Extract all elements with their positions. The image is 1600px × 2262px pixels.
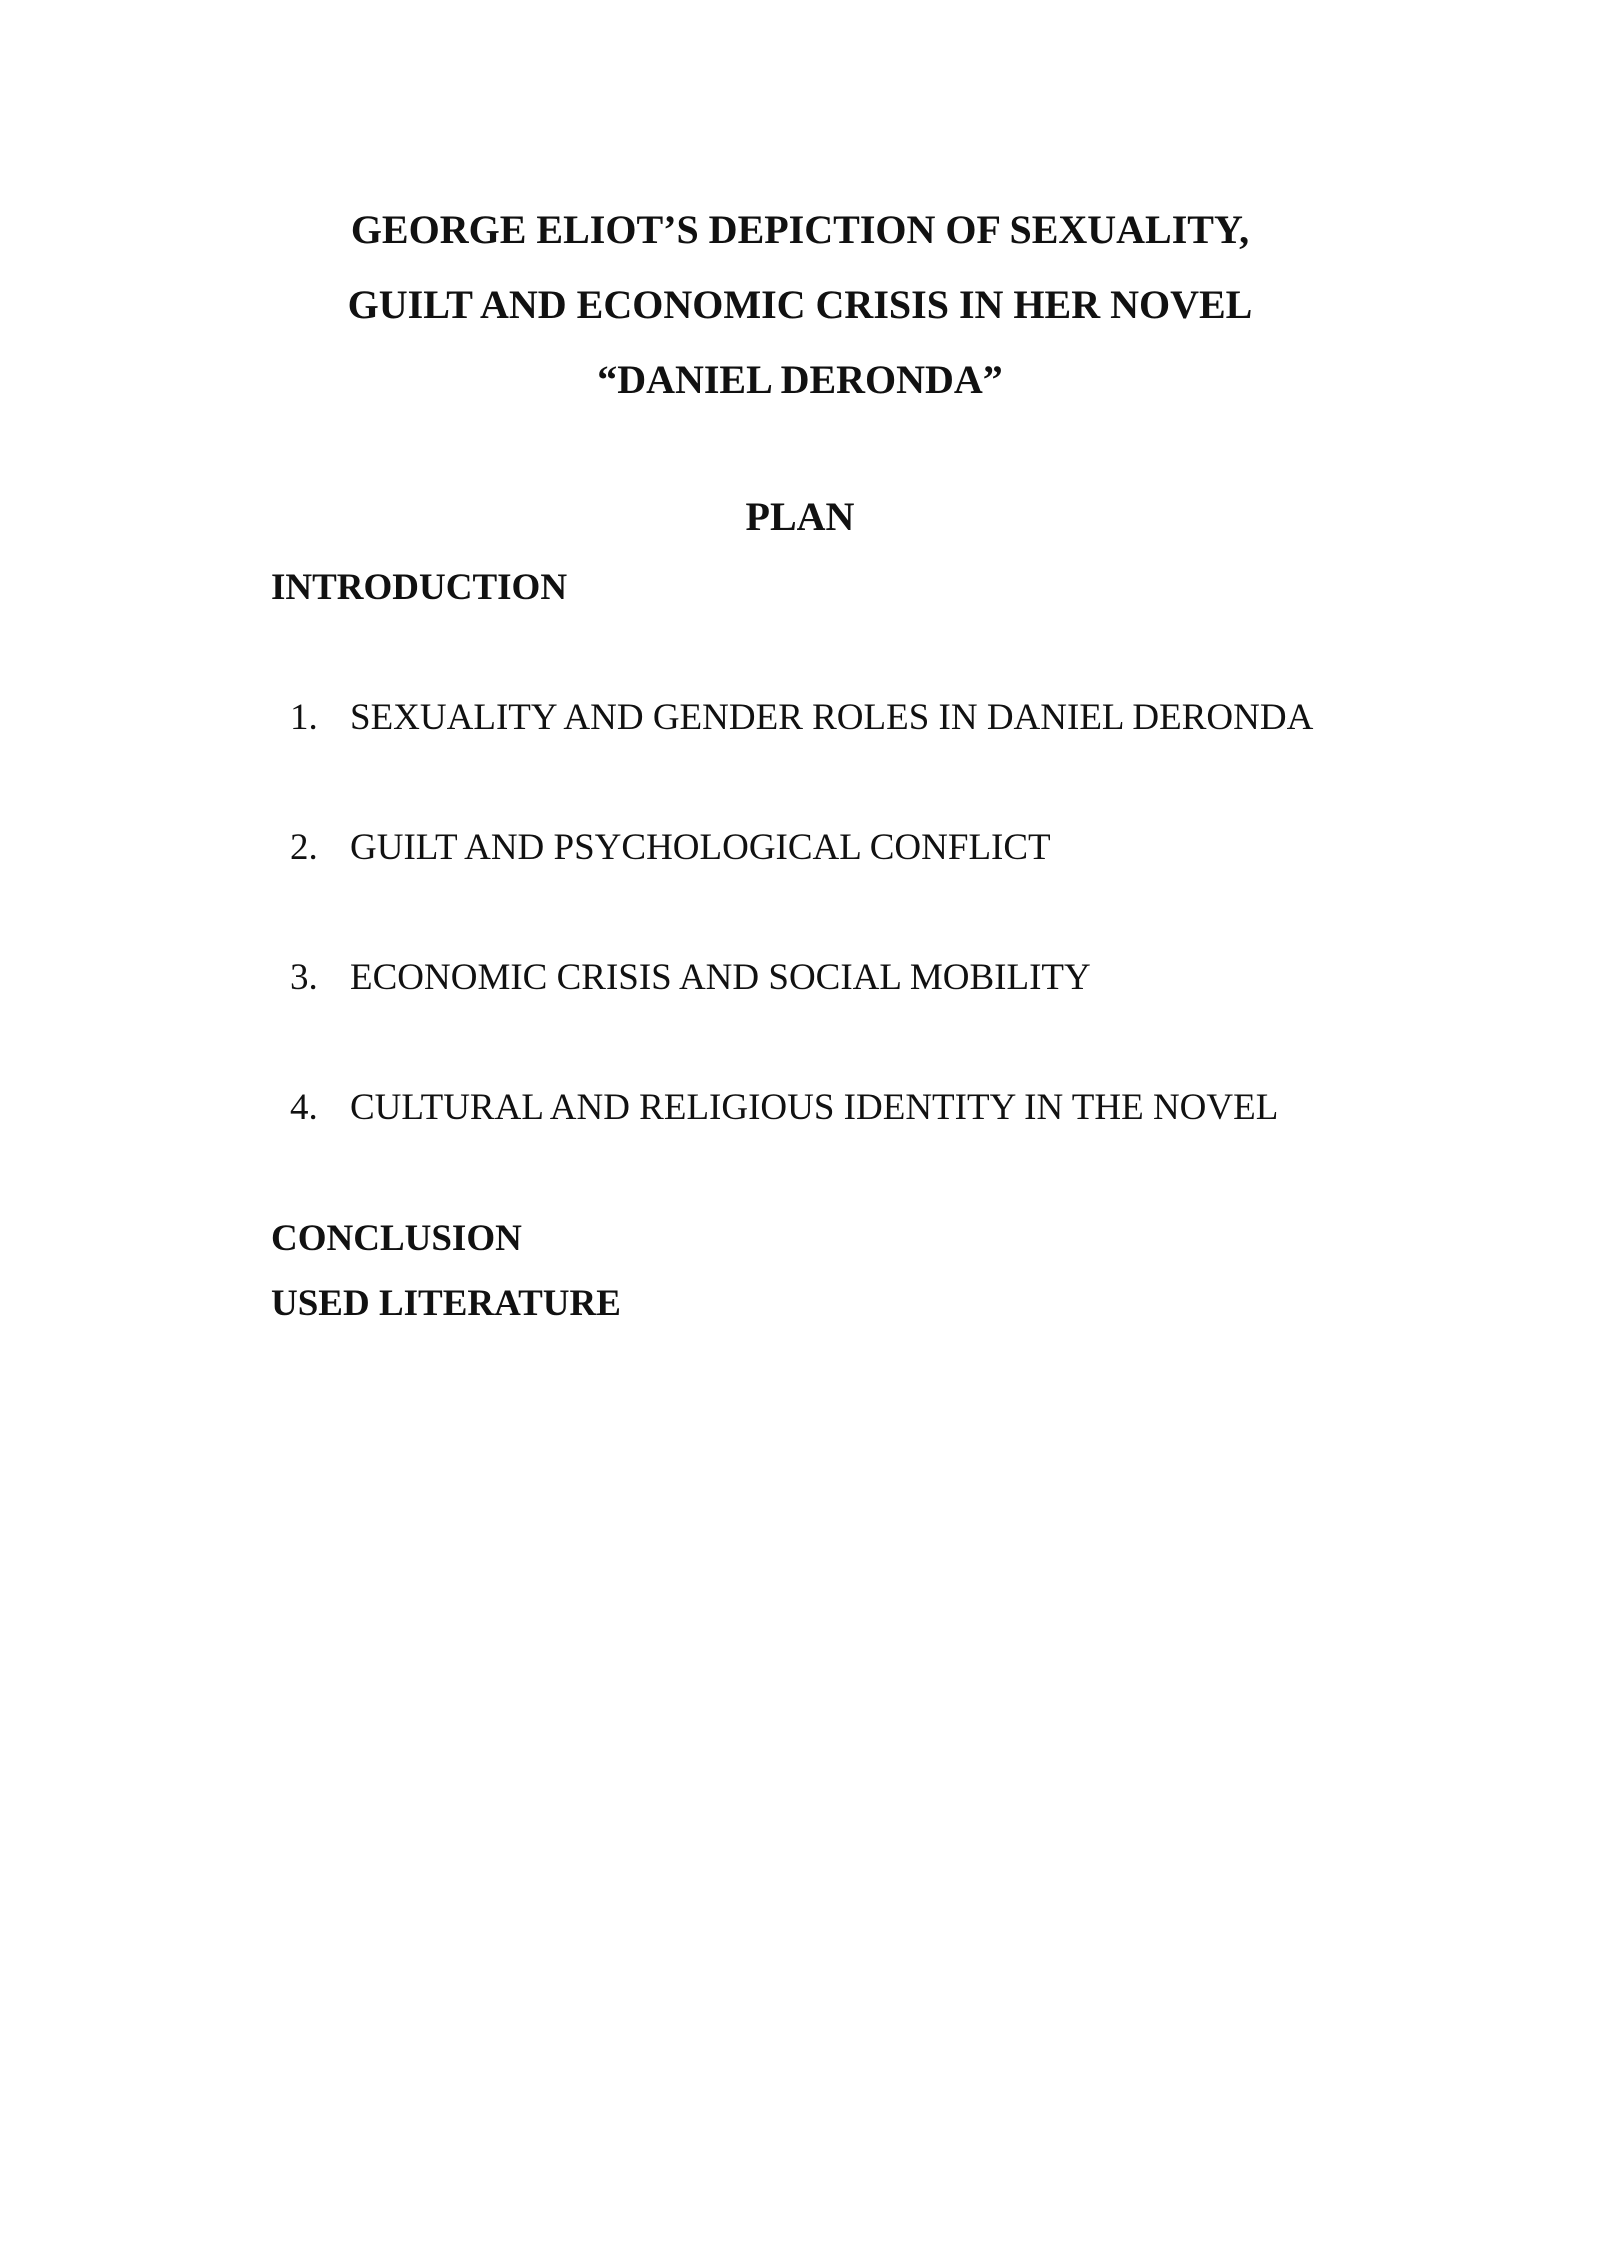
plan-item-1	[290, 696, 1313, 826]
plan-item-text: CULTURAL AND RELIGIOUS IDENTITY IN THE NOVEL	[350, 1087, 1279, 1128]
conclusion-heading: CONCLUSION	[271, 1218, 522, 1259]
plan-item-4	[290, 1086, 1313, 1216]
plan-item-text: ECONOMIC CRISIS AND SOCIAL MOBILITY	[350, 957, 1091, 998]
plan-item-text: SEXUALITY AND GENDER ROLES IN DANIEL DERONDA	[350, 697, 1314, 738]
title-line-3: “DANIEL DERONDA”	[597, 357, 1003, 402]
document-title	[0, 192, 1600, 417]
plan-item-number: 4.	[290, 1087, 318, 1128]
introduction-heading: INTRODUCTION	[271, 567, 568, 608]
plan-item-number: 1.	[290, 697, 318, 738]
plan-item-number: 3.	[290, 957, 318, 998]
title-line-1: GEORGE ELIOT’S DEPICTION OF SEXUALITY,	[350, 207, 1250, 252]
title-line-2: GUILT AND ECONOMIC CRISIS IN HER NOVEL	[347, 282, 1253, 327]
plan-item-3	[290, 956, 1313, 1086]
plan-heading: PLAN	[745, 494, 855, 539]
used-literature-heading: USED LITERATURE	[271, 1283, 621, 1324]
plan-list	[290, 696, 1313, 1216]
plan-item-2	[290, 826, 1313, 956]
plan-item-number: 2.	[290, 827, 318, 868]
plan-item-text: GUILT AND PSYCHOLOGICAL CONFLICT	[350, 827, 1051, 868]
